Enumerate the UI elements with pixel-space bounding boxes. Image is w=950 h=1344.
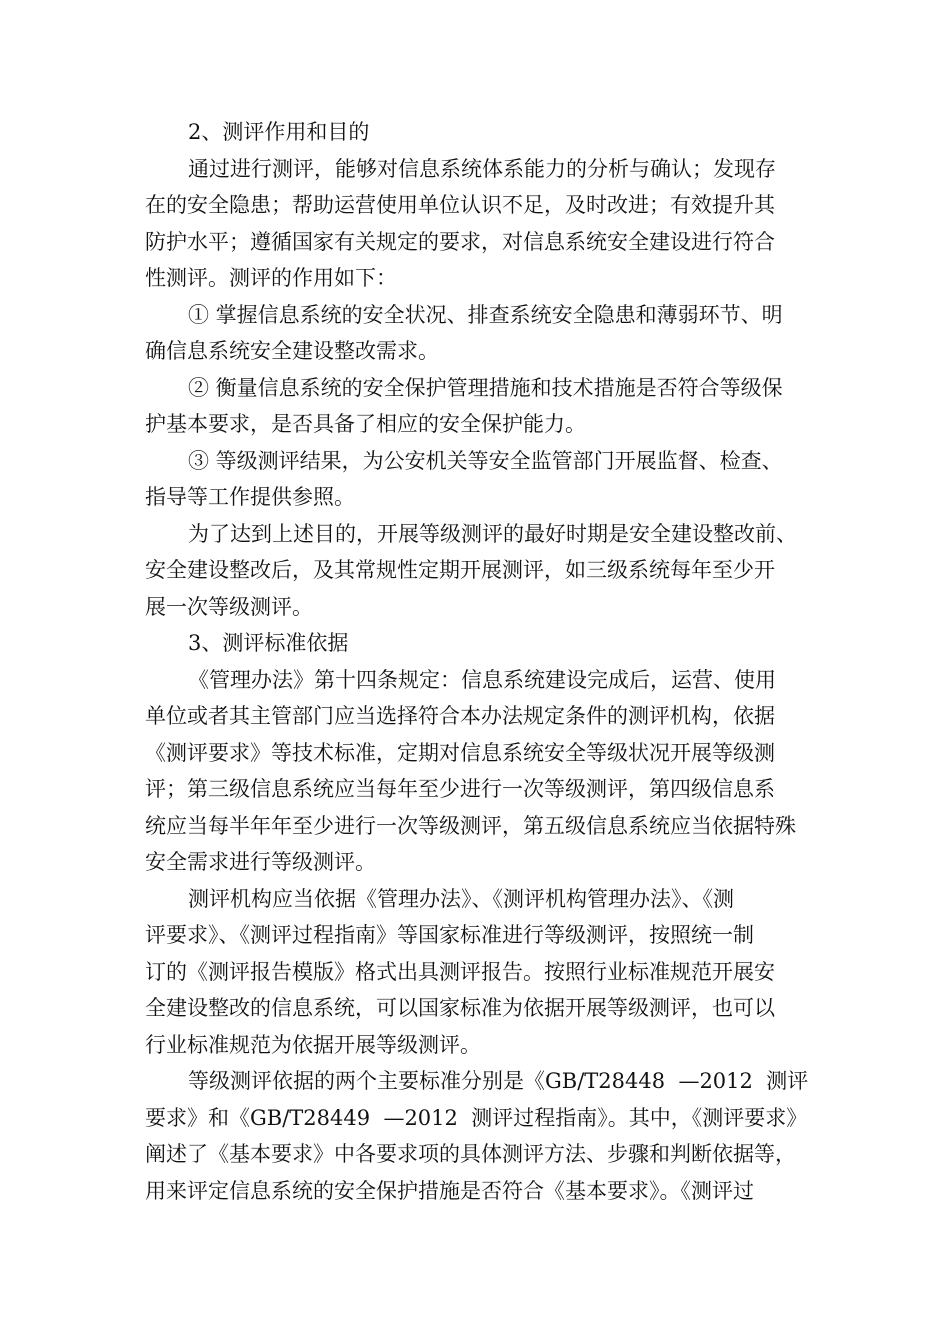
paragraph-line: 护基本要求，是否具备了相应的安全保护能力。 bbox=[145, 412, 586, 436]
paragraph-line: 确信息系统安全建设整改需求。 bbox=[145, 339, 439, 363]
paragraph-line: 评要求》、《测评过程指南》等国家标准进行等级测评，按照统一制 bbox=[145, 923, 754, 947]
paragraph-line: 安全需求进行等级测评。 bbox=[145, 850, 376, 874]
paragraph-line: 为了达到上述目的，开展等级测评的最好时期是安全建设整改前、 bbox=[188, 521, 797, 546]
list-item-1 bbox=[145, 297, 825, 370]
paragraph-line: 指导等工作提供参照。 bbox=[145, 485, 355, 509]
paragraph-timing bbox=[145, 516, 825, 626]
paragraph-line: 阐述了《基本要求》中各要求项的具体测评方法、步骤和判断依据等， bbox=[145, 1142, 796, 1166]
paragraph-standards bbox=[145, 1063, 825, 1209]
paragraph-line: 全建设整改的信息系统，可以国家标准为依据开展等级测评，也可以 bbox=[145, 996, 775, 1020]
document-page bbox=[145, 114, 825, 1209]
paragraph-institutions bbox=[145, 881, 825, 1064]
paragraph-purpose bbox=[145, 151, 825, 297]
paragraph-line: 性测评。测评的作用如下： bbox=[145, 266, 397, 290]
paragraph-line: 展一次等级测评。 bbox=[145, 594, 313, 619]
paragraph-line: 等级测评依据的两个主要标准分别是《GB/T28448 —2012 测评 bbox=[188, 1069, 809, 1093]
paragraph-line: 测评机构应当依据《管理办法》、《测评机构管理办法》、《测 bbox=[188, 886, 734, 911]
paragraph-line: 要求》和《GB/T28449 —2012 测评过程指南》。其中，《测评要求》 bbox=[145, 1105, 808, 1130]
paragraph-line: 安全建设整改后，及其常规性定期开展测评，如三级系统每年至少开 bbox=[145, 558, 775, 582]
paragraph-line: 在的安全隐患；帮助运营使用单位认识不足，及时改进；有效提升其 bbox=[145, 193, 775, 217]
heading-line: 3、测评标准依据 bbox=[188, 631, 349, 655]
paragraph-line: 通过进行测评，能够对信息系统体系能力的分析与确认；发现存 bbox=[188, 156, 776, 181]
paragraph-line: ② 衡量信息系统的安全保护管理措施和技术措施是否符合等级保 bbox=[188, 375, 783, 400]
paragraph-line: ① 掌握信息系统的安全状况、排查系统安全隐患和薄弱环节、明 bbox=[188, 302, 783, 327]
paragraph-line: 《管理办法》第十四条规定：信息系统建设完成后，运营、使用 bbox=[188, 667, 776, 692]
list-item-2 bbox=[145, 370, 825, 443]
paragraph-regulation bbox=[145, 662, 825, 881]
paragraph-line: ③ 等级测评结果，为公安机关等安全监管部门开展监督、检查、 bbox=[188, 448, 783, 473]
paragraph-line: 订的《测评报告模版》格式出具测评报告。按照行业标准规范开展安 bbox=[145, 959, 775, 984]
heading-line: 2、测评作用和目的 bbox=[188, 120, 370, 144]
paragraph-line: 评；第三级信息系统应当每年至少进行一次等级测评，第四级信息系 bbox=[145, 777, 775, 801]
paragraph-line: 统应当每半年年至少进行一次等级测评，第五级信息系统应当依据特殊 bbox=[145, 813, 796, 838]
paragraph-line: 防护水平；遵循国家有关规定的要求，对信息系统安全建设进行符合 bbox=[145, 229, 775, 254]
paragraph-line: 单位或者其主管部门应当选择符合本办法规定条件的测评机构，依据 bbox=[145, 704, 775, 728]
paragraph-line: 用来评定信息系统的安全保护措施是否符合《基本要求》。《测评过 bbox=[145, 1178, 754, 1203]
list-item-3 bbox=[145, 443, 825, 516]
heading-evaluation-purpose bbox=[145, 114, 825, 151]
paragraph-line: 《测评要求》等技术标准，定期对信息系统安全等级状况开展等级测 bbox=[145, 740, 775, 765]
paragraph-line: 行业标准规范为依据开展等级测评。 bbox=[145, 1032, 481, 1057]
heading-standards-basis bbox=[145, 625, 825, 662]
